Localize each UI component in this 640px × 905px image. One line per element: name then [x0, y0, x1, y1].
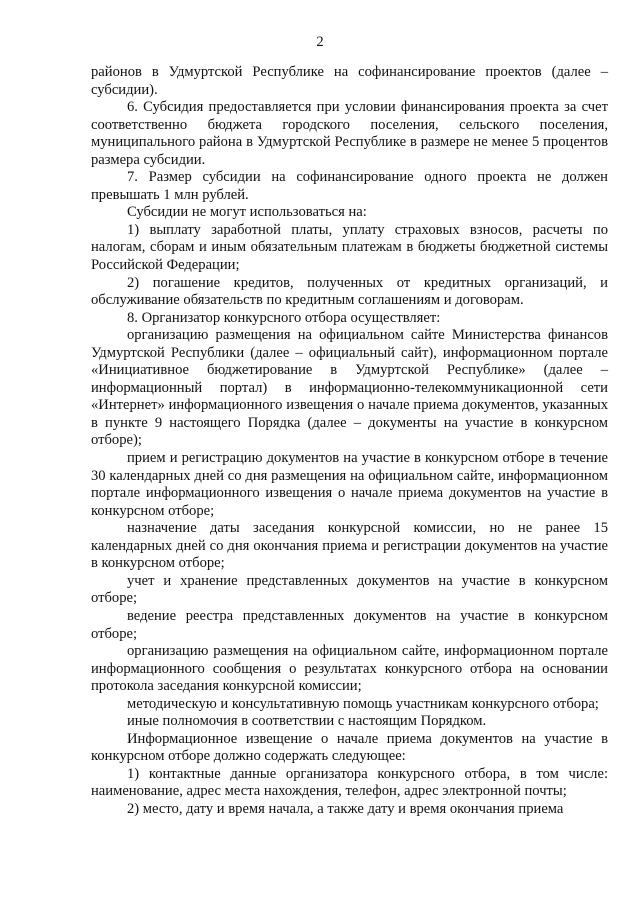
paragraph-restriction-2: 2) погашение кредитов, полученных от кредитных организаций, и обслуживание обязательств по кредитным соглашениям и договорам. — [91, 274, 608, 309]
paragraph-duty-other: иные полномочия в соответствии с настоящим Порядком. — [127, 713, 487, 730]
paragraph-notice-contents-intro: Информационное извещение о начале приема документов на участие в конкурсном отборе должно содержать следующее: — [91, 730, 608, 765]
paragraph-duty-meeting-date: назначение даты заседания конкурсной комиссии, но не ранее 15 календарных дней со дня окончания приема и регистрации документов на участие в конкурсном отборе; — [91, 520, 608, 572]
paragraph-notice-item-2: 2) место, дату и время начала, а также дату и время окончания приема — [127, 800, 564, 817]
paragraph-duty-storage: учет и хранение представленных документов на участие в конкурсном отборе; — [91, 572, 608, 607]
paragraph-notice-item-1: 1) контактные данные организатора конкурсного отбора, в том числе: наименование, адрес места нахождения, телефон, адрес электронной почты; — [91, 765, 608, 800]
paragraph-duty-publication: организацию размещения на официальном сайте Министерства финансов Удмуртской Республики (далее – официальный сайт), информационном портале «Инициативное бюджетирование в Удмуртской Республике» (далее – информационный портал) в информационно-телекоммуникационной сети «Интернет» информационного извещения о начале приема документов, указанных в пункте 9 настоящего Порядка (далее – документы на участие в конкурсном отборе); — [91, 327, 608, 449]
paragraph-restrictions-intro: Субсидии не могут использоваться на: — [127, 204, 367, 221]
paragraph-duty-registry: ведение реестра представленных документов на участие в конкурсном отборе; — [91, 607, 608, 642]
paragraph-duty-consulting: методическую и консультативную помощь участникам конкурсного отбора; — [127, 695, 599, 712]
paragraph-duty-registration: прием и регистрацию документов на участие в конкурсном отборе в течение 30 календарных дней со дня размещения на официальном сайте, информационном портале информационного извещения о начале приема документов на участие в конкурсном отборе; — [91, 450, 608, 519]
paragraph-subsidy-definition-end: районов в Удмуртской Республике на софинансирование проектов (далее – субсидии). — [91, 64, 608, 98]
paragraph-item-6: 6. Субсидия предоставляется при условии финансирования проекта за счет соответственно бюджета городского поселения, сельского поселения, муниципального района в Удмуртской Республике в размере не менее 5 процентов размера субсидии. — [91, 99, 608, 168]
paragraph-duty-results-publication: организацию размещения на официальном сайте, информационном портале информационного сообщения о результатах конкурсного отбора на основании протокола заседания конкурсной комиссии; — [91, 643, 608, 695]
document-body — [91, 64, 608, 819]
page-number: 2 — [316, 34, 324, 50]
paragraph-item-7: 7. Размер субсидии на софинансирование одного проекта не должен превышать 1 млн рублей. — [91, 169, 608, 203]
paragraph-item-8: 8. Организатор конкурсного отбора осуществляет: — [127, 309, 441, 326]
paragraph-restriction-1: 1) выплату заработной платы, уплату страховых взносов, расчеты по налогам, сборам и иным обязательным платежам в бюджеты бюджетной системы Российской Федерации; — [91, 221, 608, 274]
